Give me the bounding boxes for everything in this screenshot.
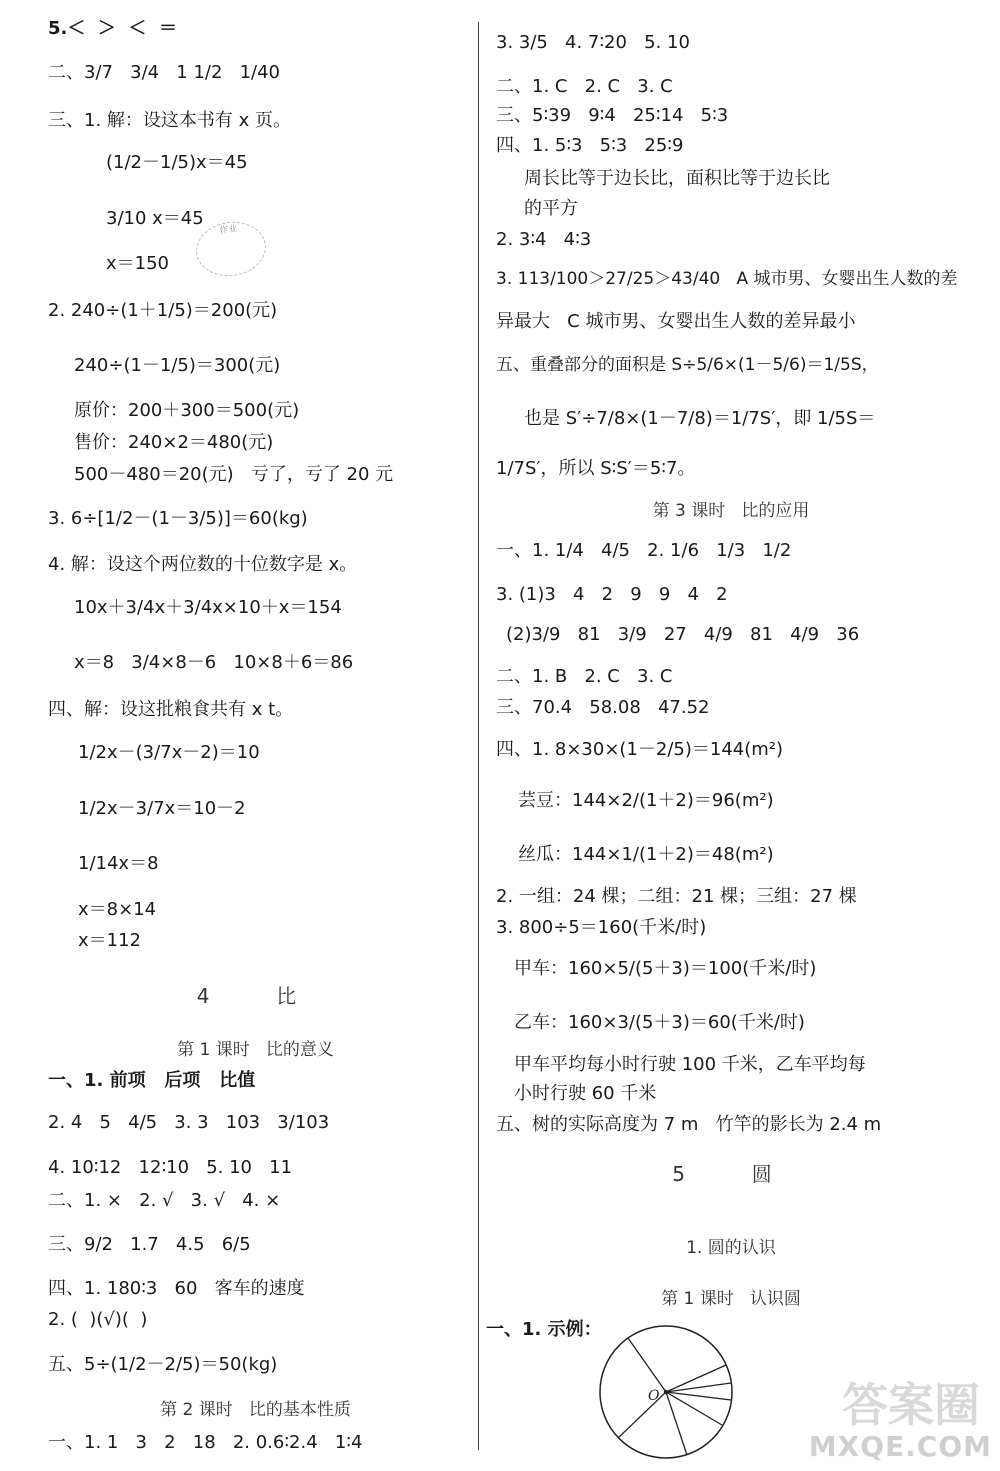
- lesson-title: 第 1 课时 认识圆: [661, 1289, 801, 1309]
- radius-line: [666, 1392, 731, 1400]
- answer-line: 3/10 x＝45: [106, 208, 204, 229]
- answer-line: 一、1. 前项 后项 比值: [48, 1070, 256, 1091]
- radius-line: [666, 1392, 722, 1425]
- center-point: [664, 1390, 668, 1394]
- answer-line: 四、1. 5∶3 5∶3 25∶9: [496, 135, 684, 156]
- answer-line: 原价：200＋300＝500(元): [74, 400, 300, 421]
- answer-line: 二、1. B 2. C 3. C: [496, 666, 673, 687]
- answer-line: (1/2－1/5)x＝45: [106, 152, 248, 173]
- answer-line: 芸豆：144×2/(1＋2)＝96(m²): [518, 790, 774, 811]
- answer-line: 五、重叠部分的面积是 S÷5/6×(1－5/6)＝1/5S，: [496, 355, 879, 375]
- answer-line: 2. 240÷(1＋1/5)＝200(元): [48, 300, 278, 321]
- answer-line: 甲车：160×5/(5＋3)＝100(千米/时): [514, 958, 817, 979]
- answer-line: x＝112: [78, 930, 142, 951]
- answer-line: 1/14x＝8: [78, 853, 159, 874]
- answer-line: 甲车平均每小时行驶 100 千米，乙车平均每: [514, 1054, 866, 1075]
- answer-line: 售价：240×2＝480(元): [74, 432, 274, 453]
- column-divider: [478, 22, 479, 1450]
- answer-line: 小时行驶 60 千米: [514, 1083, 657, 1104]
- answer-line: 丝瓜：144×1/(1＋2)＝48(m²): [518, 844, 774, 865]
- answer-line: 240÷(1－1/5)＝300(元): [74, 355, 281, 376]
- answer-line: (2)3/9 81 3/9 27 4/9 81 4/9 36: [506, 624, 860, 645]
- center-label: O: [648, 1388, 660, 1404]
- answer-line: 二、3/7 3/4 1 1/2 1/40: [48, 62, 280, 83]
- chapter-title: 5 圆: [672, 1162, 790, 1186]
- answer-line: 2. 一组：24 棵；二组：21 棵；三组：27 棵: [496, 886, 857, 907]
- answer-line: 乙车：160×3/(5＋3)＝60(千米/时): [514, 1012, 805, 1033]
- answer-line: 二、1. C 2. C 3. C: [496, 76, 673, 97]
- answer-line: 三、1. 解：设这本书有 x 页。: [48, 110, 291, 131]
- answer-line: 四、1. 8×30×(1－2/5)＝144(m²): [496, 739, 784, 760]
- answer-line: 周长比等于边长比，面积比等于边长比: [524, 168, 830, 189]
- circle-diagram: [594, 1320, 744, 1470]
- radius-line: [628, 1338, 666, 1392]
- answer-line: 5.＜ ＞ ＜ ＝: [48, 18, 177, 39]
- chapter-title: 4 比: [196, 984, 315, 1008]
- answer-line: 四、1. 180∶3 60 客车的速度: [48, 1278, 305, 1299]
- answer-line: 三、9/2 1.7 4.5 6/5: [48, 1234, 251, 1255]
- answer-line: 4. 10∶12 12∶10 5. 10 11: [48, 1157, 293, 1178]
- answer-line: 3. (1)3 4 2 9 9 4 2: [496, 584, 728, 605]
- answer-line: 1/2x－(3/7x－2)＝10: [78, 742, 260, 763]
- answer-line: 2. 3∶4 4∶3: [496, 229, 592, 250]
- answer-line: x＝8 3/4×8－6 10×8＋6＝86: [74, 652, 354, 673]
- answer-line: 3. 3/5 4. 7∶20 5. 10: [496, 32, 690, 53]
- answer-line: x＝150: [106, 253, 170, 274]
- answer-line: 四、解：设这批粮食共有 x t。: [48, 699, 294, 720]
- answer-line: 五、5÷(1/2－2/5)＝50(kg): [48, 1354, 278, 1375]
- answer-line: x＝8×14: [78, 899, 157, 920]
- answer-line: 1/2x－3/7x＝10－2: [78, 798, 246, 819]
- answer-line: 3. 113/100＞27/25＞43/40 A 城市男、女婴出生人数的差: [496, 269, 958, 289]
- answer-line: 一、1. 示例：: [486, 1319, 602, 1340]
- answer-line: 的平方: [524, 198, 578, 219]
- lesson-title: 第 1 课时 比的意义: [177, 1040, 334, 1060]
- answer-line: 1/7S′，所以 S∶S′＝5∶7。: [496, 458, 696, 479]
- answer-line: 3. 800÷5＝160(千米/时): [496, 917, 707, 938]
- watermark-logo: 答案圈: [842, 1378, 980, 1432]
- answer-line: 2. ( )(√)( ): [48, 1309, 148, 1330]
- lesson-title: 第 2 课时 比的基本性质: [160, 1400, 351, 1420]
- watermark-text: MXQE.COM: [808, 1430, 992, 1463]
- answer-line: 异最大 C 城市男、女婴出生人数的差异最小: [496, 311, 856, 332]
- homework-stamp: 作业: [193, 217, 270, 280]
- answer-line: 2. 4 5 4/5 3. 3 103 3/103: [48, 1112, 330, 1133]
- answer-line: 三、70.4 58.08 47.52: [496, 697, 710, 718]
- answer-line: 二、1. × 2. √ 3. √ 4. ×: [48, 1190, 281, 1211]
- answer-line: 一、1. 1 3 2 18 2. 0.6∶2.4 1∶4: [48, 1432, 363, 1453]
- answer-line: 五、树的实际高度为 7 m 竹竿的影长为 2.4 m: [496, 1114, 882, 1135]
- answer-line: 4. 解：设这个两位数的十位数字是 x。: [48, 554, 358, 575]
- answer-line: 三、5∶39 9∶4 25∶14 5∶3: [496, 105, 729, 126]
- radius-line: [666, 1392, 687, 1455]
- answer-line: 3. 6÷[1/2－(1－3/5)]＝60(kg): [48, 508, 308, 529]
- answer-line: 一、1. 1/4 4/5 2. 1/6 1/3 1/2: [496, 540, 792, 561]
- lesson-title: 第 3 课时 比的应用: [652, 501, 810, 521]
- answer-line: 500－480＝20(元) 亏了，亏了 20 元: [74, 464, 394, 485]
- answer-line: 10x＋3/4x＋3/4x×10＋x＝154: [74, 597, 342, 618]
- answer-line: 也是 S′÷7/8×(1－7/8)＝1/7S′，即 1/5S＝: [524, 408, 876, 429]
- section-title: 1. 圆的认识: [686, 1238, 776, 1258]
